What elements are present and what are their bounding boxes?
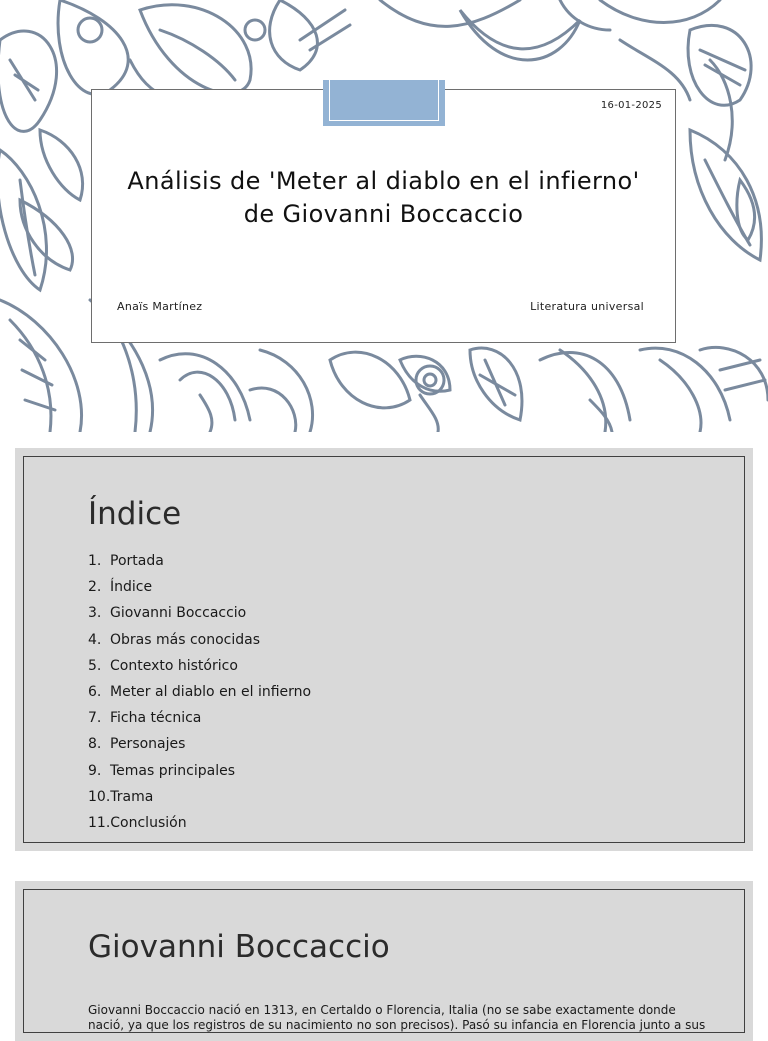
cover-slide xyxy=(0,0,768,432)
list-item: 4. Obras más conocidas xyxy=(88,631,260,648)
cover-title: Análisis de 'Meter al diablo en el infierno' de Giovanni Boccaccio xyxy=(127,167,640,228)
bio-text: Giovanni Boccaccio nació en 1313, en Certaldo o Florencia, Italia (no se sabe exactamente donde nació, ya que los registros de su nacimiento no son precisos). Pasó su infancia en Florencia junto a sus xyxy=(88,1003,706,1032)
cover-accent-tab xyxy=(323,80,445,126)
list-item: 10.Trama xyxy=(88,788,154,805)
index-list xyxy=(88,548,311,836)
cover-title-card xyxy=(91,89,676,343)
cover-subject: Literatura universal xyxy=(530,300,644,313)
list-item: 2. Índice xyxy=(88,579,153,596)
cover-date: 16-01-2025 xyxy=(600,100,662,111)
list-item: 3. Giovanni Boccaccio xyxy=(88,605,247,622)
bio-slide xyxy=(15,881,753,1041)
list-item: 7. Ficha técnica xyxy=(88,710,202,727)
list-item: 5. Contexto histórico xyxy=(88,657,238,674)
list-item: 8. Personajes xyxy=(88,736,186,753)
list-item: 1. Portada xyxy=(88,553,164,569)
list-item: 6. Meter al diablo en el infierno xyxy=(88,683,312,700)
list-item: 11.Conclusión xyxy=(88,814,187,831)
index-title: Índice xyxy=(88,496,182,532)
cover-author: Anaïs Martínez xyxy=(117,300,203,313)
index-slide xyxy=(15,448,753,851)
bio-title: Giovanni Boccaccio xyxy=(88,929,390,965)
list-item: 9. Temas principales xyxy=(88,762,236,779)
